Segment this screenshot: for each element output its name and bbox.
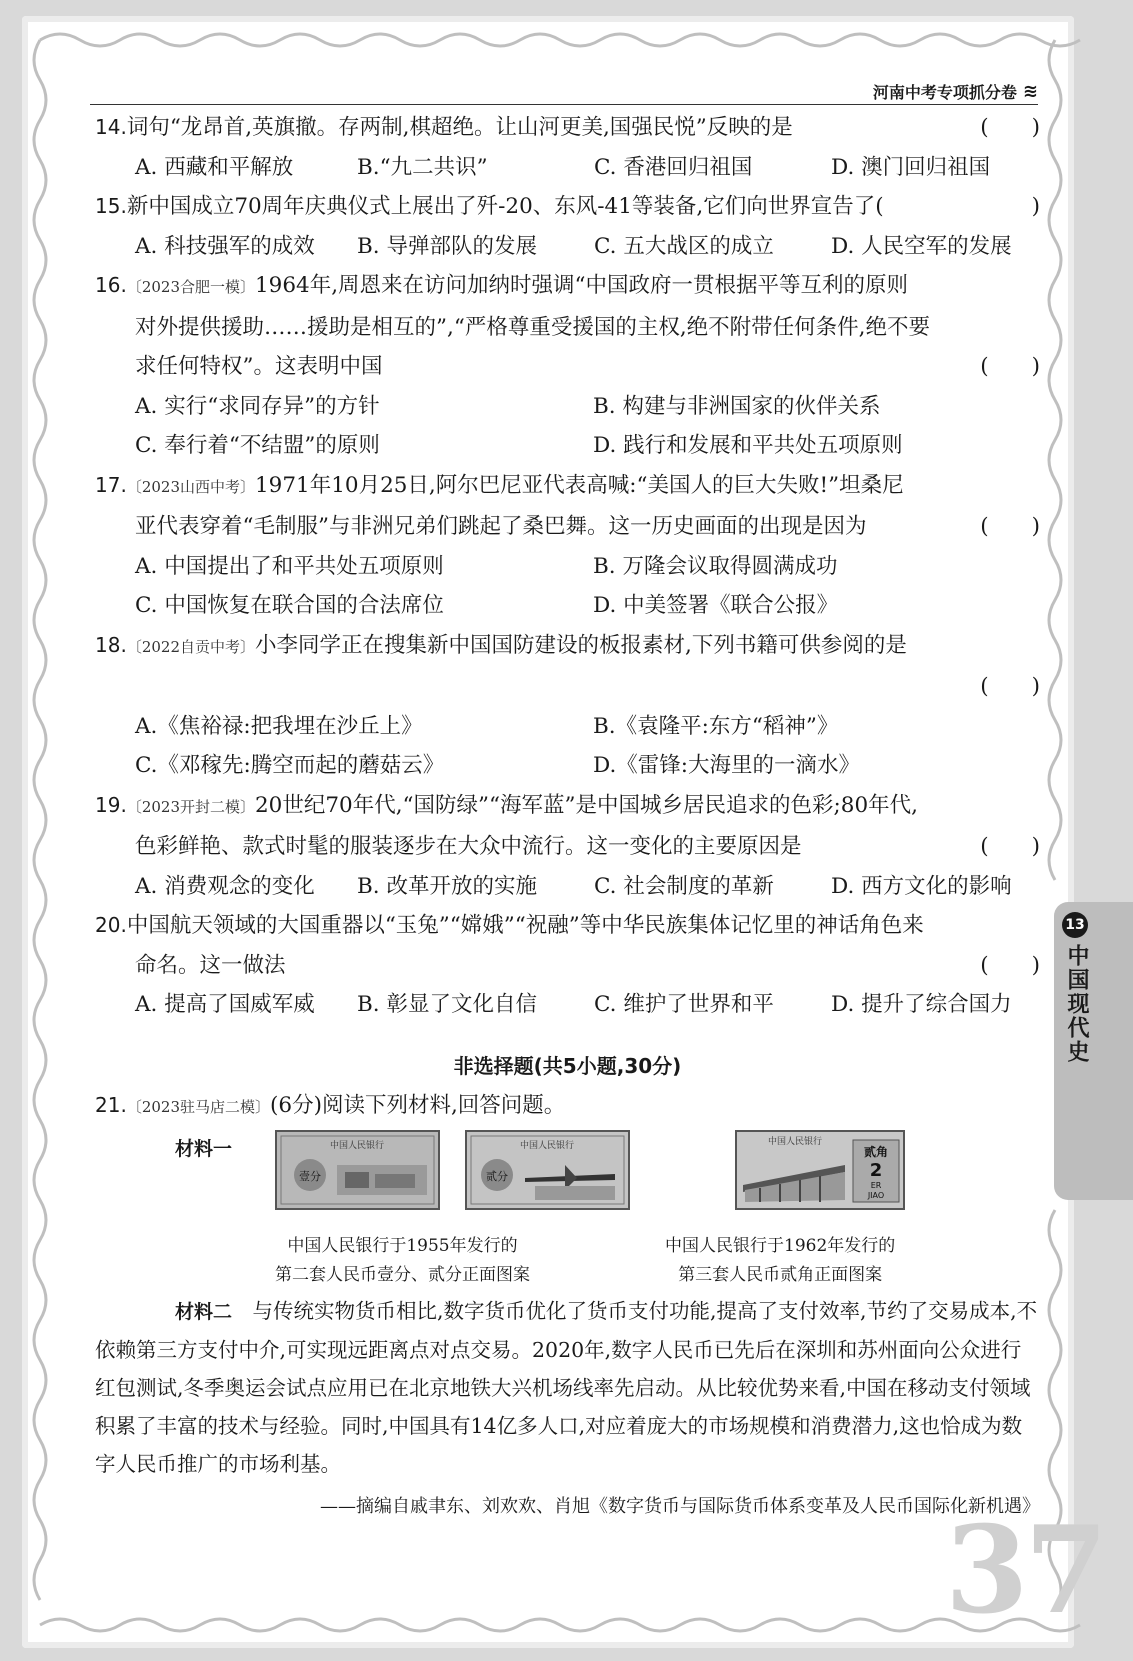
option-b[interactable]: B.《袁隆平:东方“稻神”》 <box>593 713 839 739</box>
option-d[interactable]: D. 中美签署《联合公报》 <box>593 593 839 618</box>
question-stem: (6分)阅读下列材料,回答问题。 <box>270 1093 566 1118</box>
material-two-label: 材料二 <box>175 1300 233 1323</box>
answer-blank[interactable]: ( ) <box>980 514 1040 539</box>
question-line <box>95 946 1040 986</box>
section-title: 非选择题(共5小题,30分) <box>453 1053 682 1078</box>
question-number: 19. <box>95 792 127 817</box>
caption-line: 中国人民银行于1962年发行的 <box>665 1235 896 1256</box>
option-b[interactable]: B. 彰显了文化自信 <box>357 992 537 1017</box>
banknote-caption-1962 <box>665 1232 895 1290</box>
option-a[interactable]: A. 中国提出了和平共处五项原则 <box>135 553 444 579</box>
chapter-number-badge: 13 <box>1062 912 1088 938</box>
answer-blank[interactable]: ( ) <box>980 952 1040 978</box>
option-b[interactable]: B. 构建与非洲国家的伙伴关系 <box>593 393 881 419</box>
header-divider <box>90 104 1038 105</box>
option-a[interactable]: A. 消费观念的变化 <box>135 873 315 899</box>
question-stem: 求任何特权”。这表明中国 <box>135 354 383 379</box>
question-source: 〔2023山西中考〕 <box>126 477 255 496</box>
material-two-text: 与传统实物货币相比,数字货币优化了货币支付功能,提高了支付效率,节约了交易成本,不依赖第三方支付中介,可实现远距离点对点交易。2020年,数字人民币已先后在深圳和苏州面向公众进行红包测试,冬季奥运会试点应用已在北京地铁大兴机场线率先启动。从比较优势来看,中国在移动支付领域积累了丰富的技术与经验。同时,中国具有14亿多人口,对应着庞大的市场规模和消费潜力,这也恰成为数字人民币推广的市场利基。 <box>95 1298 1038 1476</box>
option-c[interactable]: C. 五大战区的成立 <box>594 233 774 259</box>
question-line <box>95 466 1040 508</box>
options <box>95 148 1040 188</box>
question-line <box>95 507 1040 547</box>
banknote-one-fen-image <box>275 1130 440 1210</box>
banknote-one-header: 中国人民银行 <box>329 1140 385 1151</box>
citation: ——摘编自戚聿东、刘欢欢、肖旭《数字货币与国际货币体系变革及人民币国际化新机遇》 <box>320 1495 1040 1517</box>
material-two <box>95 1292 1040 1483</box>
option-a[interactable]: A. 西藏和平解放 <box>135 154 294 180</box>
options <box>95 867 1040 907</box>
question-source: 〔2023合肥一模〕 <box>126 278 255 296</box>
option-c[interactable]: C. 维护了世界和平 <box>594 992 774 1017</box>
question-number: 20. <box>95 913 127 937</box>
option-c[interactable]: C. 奉行着“不结盟”的原则 <box>135 433 380 458</box>
question-line <box>95 266 1040 308</box>
option-d[interactable]: D. 践行和发展和平共处五项原则 <box>593 433 903 458</box>
wave-mark-icon: ≋ <box>1022 81 1036 102</box>
question-number: 18. <box>95 632 127 657</box>
caption-line: 第三套人民币贰角正面图案 <box>678 1264 883 1285</box>
options <box>95 985 1040 1025</box>
option-d[interactable]: D.《雷锋:大海里的一滴水》 <box>593 753 861 778</box>
question-content <box>95 108 1040 1526</box>
option-d[interactable]: D. 提升了综合国力 <box>831 992 1012 1017</box>
option-c[interactable]: C.《邓稼先:腾空而起的蘑菇云》 <box>135 753 445 778</box>
answer-blank[interactable]: ( ) <box>980 354 1040 379</box>
banknote-caption-1955 <box>275 1232 530 1290</box>
option-d[interactable]: D. 人民空军的发展 <box>831 233 1012 259</box>
page-header <box>873 80 1036 103</box>
question-21 <box>95 1086 1040 1526</box>
option-a[interactable]: A. 实行“求同存异”的方针 <box>135 393 380 419</box>
banknote-two-header: 中国人民银行 <box>519 1140 575 1151</box>
question-stem: 命名。这一做法 <box>135 952 286 978</box>
question-source: 〔2022自贡中考〕 <box>126 637 255 656</box>
question-14 <box>95 108 1040 187</box>
banknote-three-jiao: JIAO <box>867 1190 885 1200</box>
question-stem: 亚代表穿着“毛制服”与非洲兄弟们跳起了桑巴舞。这一历史画面的出现是因为 <box>135 514 867 539</box>
options <box>95 707 1040 786</box>
question-line <box>95 906 1040 946</box>
question-stem: 词句“龙昂首,英旗撤。存两制,棋超绝。让山河更美,国强民悦”反映的是 <box>126 115 793 140</box>
question-stem: 新中国成立70周年庆典仪式上展出了歼-20、东风-41等装备,它们向世界宣告了( <box>126 194 884 219</box>
answer-blank[interactable]: ( ) <box>980 674 1040 699</box>
page-number: 37 <box>945 1500 1104 1641</box>
option-a[interactable]: A.《焦裕禄:把我埋在沙丘上》 <box>135 713 423 739</box>
question-number: 15. <box>95 194 127 218</box>
question-line <box>95 667 1040 707</box>
question-source: 〔2023开封二模〕 <box>126 797 255 816</box>
option-a[interactable]: A. 科技强军的成效 <box>135 233 315 259</box>
material-one-label: 材料一 <box>175 1137 233 1160</box>
banknote-two-jiao-image <box>735 1130 905 1210</box>
question-15 <box>95 187 1040 266</box>
question-number: 17. <box>95 472 127 497</box>
caption-line: 中国人民银行于1955年发行的 <box>287 1235 518 1256</box>
option-a[interactable]: A. 提高了国威军威 <box>135 992 315 1017</box>
question-stem: 1971年10月25日,阿尔巴尼亚代表高喊:“美国人的巨大失败!”坦桑尼 <box>255 472 904 498</box>
banknote-two-value: 贰分 <box>486 1169 508 1183</box>
options <box>95 387 1040 466</box>
option-b[interactable]: B. 万隆会议取得圆满成功 <box>593 553 838 579</box>
options <box>95 227 1040 267</box>
question-source: 〔2023驻马店二模〕 <box>126 1098 270 1116</box>
banknote-one-value: 壹分 <box>299 1169 321 1183</box>
question-number: 14. <box>95 115 127 139</box>
answer-blank[interactable]: ( ) <box>980 834 1040 859</box>
question-line <box>95 347 1040 387</box>
question-18 <box>95 626 1040 786</box>
option-c[interactable]: C. 香港回归祖国 <box>594 154 753 180</box>
banknote-three-value: 贰角 <box>863 1144 889 1159</box>
banknote-two-fen-image <box>465 1130 630 1210</box>
banknote-three-numeral: 2 <box>869 1159 883 1181</box>
options <box>95 547 1040 626</box>
question-stem: 小李同学正在搜集新中国国防建设的板报素材,下列书籍可供参阅的是 <box>255 632 907 658</box>
caption-line: 第二套人民币壹分、贰分正面图案 <box>275 1264 530 1285</box>
question-stem: 色彩鲜艳、款式时髦的服装逐步在大众中流行。这一变化的主要原因是 <box>135 834 802 859</box>
question-stem: 中国航天领域的大国重器以“玉兔”“嫦娥”“祝融”等中华民族集体记忆里的神话角色来 <box>126 913 924 938</box>
question-line <box>95 786 1040 828</box>
option-b[interactable]: B.“九二共识” <box>357 154 488 180</box>
question-stem: 20世纪70年代,“国防绿”“海军蓝”是中国城乡居民追求的色彩;80年代, <box>255 792 918 818</box>
question-19 <box>95 786 1040 907</box>
banknote-three-er: ER <box>870 1180 882 1190</box>
question-line <box>95 1086 1040 1128</box>
option-d[interactable]: D. 西方文化的影响 <box>831 873 1012 899</box>
question-line <box>95 626 1040 668</box>
option-c[interactable]: C. 社会制度的革新 <box>594 873 774 899</box>
question-number: 16. <box>95 273 127 297</box>
material-one <box>95 1130 1040 1288</box>
answer-blank[interactable]: ) <box>1031 194 1040 219</box>
banknote-three-header: 中国人民银行 <box>767 1136 823 1147</box>
option-c[interactable]: C. 中国恢复在联合国的合法席位 <box>135 593 444 618</box>
option-d[interactable]: D. 澳门回归祖国 <box>831 154 991 180</box>
question-line <box>95 187 1040 227</box>
option-b[interactable]: B. 导弹部队的发展 <box>357 233 537 259</box>
question-stem: 1964年,周恩来在访问加纳时强调“中国政府一贯根据平等互利的原则 <box>255 273 909 298</box>
question-line <box>95 827 1040 867</box>
answer-blank[interactable]: ( ) <box>980 115 1040 140</box>
header-title: 河南中考专项抓分卷 <box>872 83 1017 102</box>
chapter-title: 中国现代史 <box>1064 944 1089 1064</box>
question-17 <box>95 466 1040 626</box>
question-16 <box>95 266 1040 466</box>
question-number: 21. <box>95 1093 127 1117</box>
question-20 <box>95 906 1040 1025</box>
question-line <box>95 108 1040 148</box>
question-stem: 对外提供援助……援助是相互的”,“严格尊重受援国的主权,绝不附带任何条件,绝不要 <box>135 314 930 340</box>
option-b[interactable]: B. 改革开放的实施 <box>357 873 537 899</box>
